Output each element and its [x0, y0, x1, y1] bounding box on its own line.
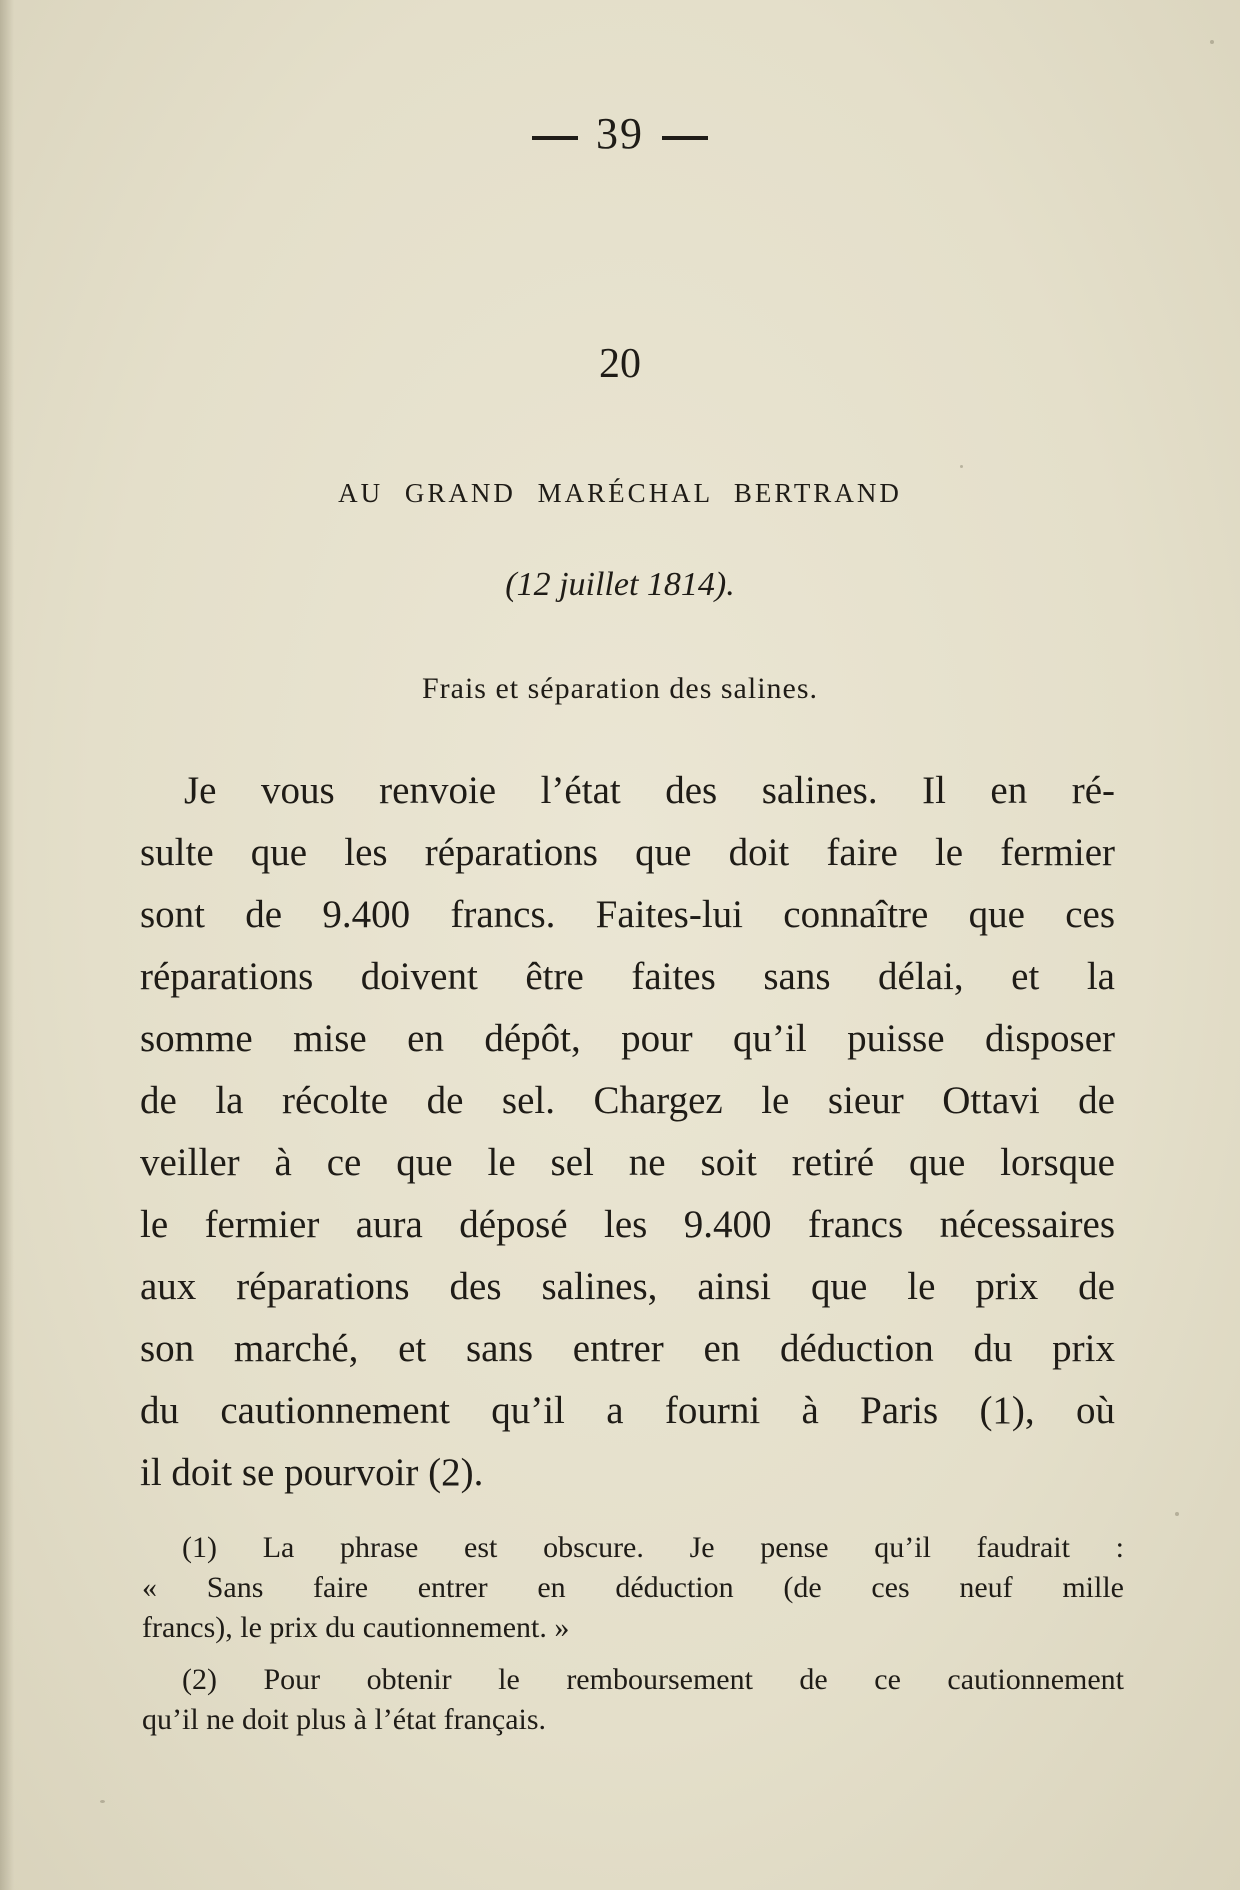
body-line: Je vous renvoie l’état des salines. Il en ré-	[184, 769, 1115, 812]
letter-addressee: AU GRAND MARÉCHAL BERTRAND	[338, 478, 902, 508]
body-line: veiller à ce que le sel ne soit retiré que lorsque	[140, 1141, 1115, 1184]
paper-speck	[1175, 1512, 1179, 1516]
body-line: son marché, et sans entrer en déduction du prix	[140, 1327, 1115, 1370]
page-binding-shadow	[0, 0, 14, 1890]
footnote-line: qu’il ne doit plus à l’état français.	[142, 1703, 547, 1736]
footnote-1	[142, 1528, 1124, 1648]
body-line: il doit se pourvoir (2).	[140, 1451, 484, 1494]
body-line: aux réparations des salines, ainsi que le prix de	[140, 1265, 1115, 1308]
body-line: le fermier aura déposé les 9.400 francs nécessaires	[140, 1203, 1115, 1246]
body-line: de la récolte de sel. Chargez le sieur Ottavi de	[140, 1079, 1115, 1122]
letter-body	[140, 760, 1115, 1504]
letter-subject: Frais et séparation des salines.	[421, 672, 819, 705]
footnotes	[142, 1528, 1124, 1740]
page-number-dash-left	[532, 136, 578, 140]
footnote-line: (2) Pour obtenir le remboursement de ce cautionnement	[182, 1663, 1124, 1696]
body-line: sulte que les réparations que doit faire le fermier	[140, 831, 1115, 874]
body-line: du cautionnement qu’il a fourni à Paris (1), où	[140, 1389, 1115, 1432]
page-number-dash-right	[662, 136, 708, 140]
footnote-line: « Sans faire entrer en déduction (de ces neuf mille	[142, 1571, 1124, 1604]
letter-date: (12 juillet 1814).	[505, 566, 735, 603]
footnote-line: (1) La phrase est obscure. Je pense qu’il faudrait :	[182, 1531, 1124, 1564]
footnote-gap	[142, 1648, 1124, 1660]
letter-number: 20	[599, 341, 641, 387]
page-number-value: 39	[596, 109, 644, 158]
body-line: réparations doivent être faites sans délai, et la	[140, 955, 1115, 998]
page-number	[0, 108, 1240, 159]
footnote-line: francs), le prix du cautionnement. »	[142, 1611, 570, 1644]
paper-speck	[1210, 40, 1214, 44]
footnote-2	[142, 1660, 1124, 1740]
body-line: somme mise en dépôt, pour qu’il puisse disposer	[140, 1017, 1115, 1060]
body-line: sont de 9.400 francs. Faites-lui connaître que ces	[140, 893, 1115, 936]
paper-speck	[100, 1800, 105, 1803]
paper-speck	[960, 465, 963, 468]
